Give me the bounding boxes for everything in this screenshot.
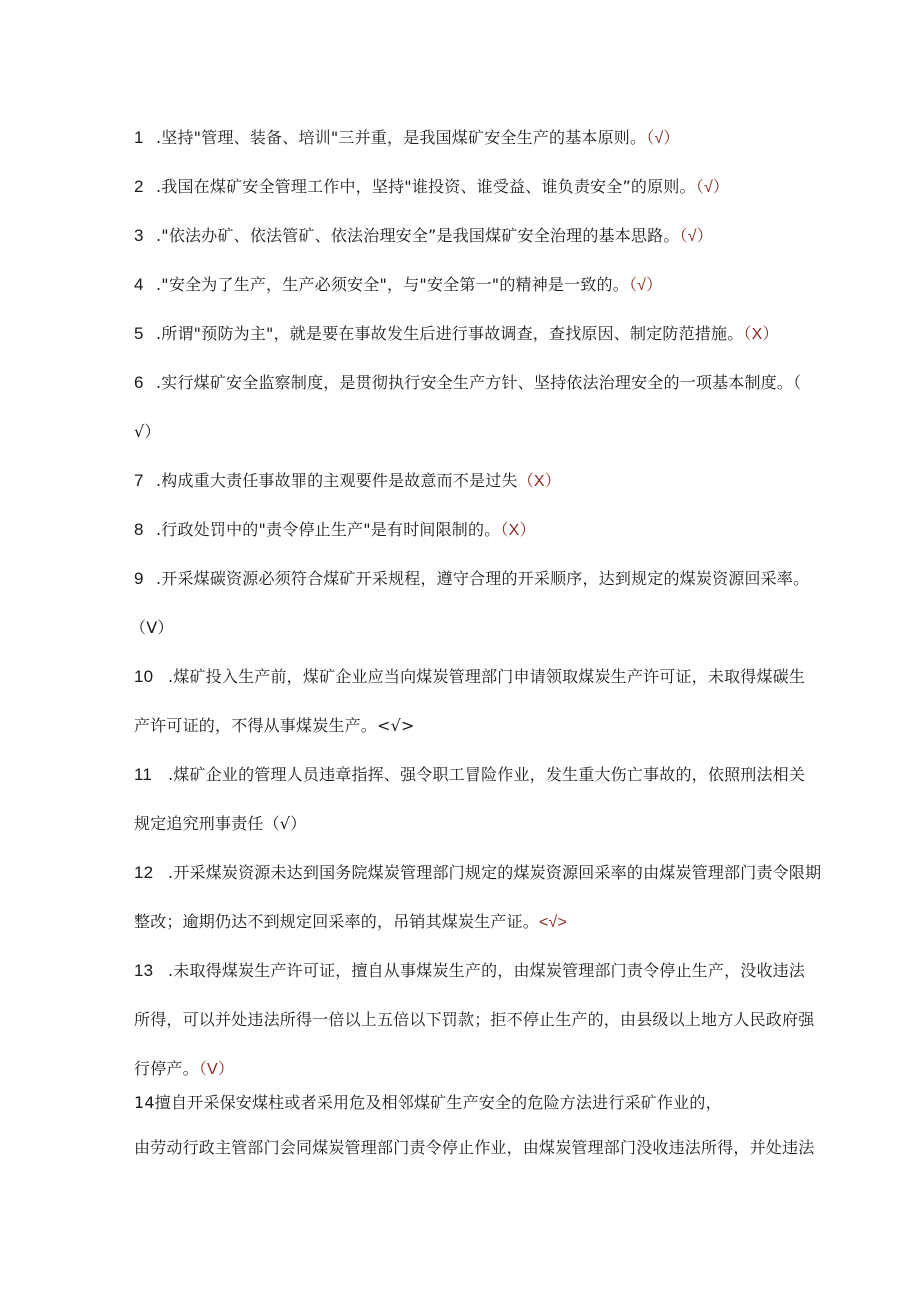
question-text: .所谓"预防为主"，就是要在事故发生后进行事故调查，查找原因、制定防范措施。 [156, 324, 744, 343]
question-12-continued [134, 912, 567, 933]
question-number: 1 [134, 128, 144, 147]
question-number: 8 [134, 520, 144, 539]
question-number: 7 [134, 471, 144, 490]
question-4 [134, 275, 662, 296]
question-text-continued: （V） [130, 618, 174, 637]
question-9-continued [130, 618, 174, 638]
question-10-continued [134, 716, 415, 736]
question-number: 9 [134, 569, 144, 588]
question-number: 2 [134, 177, 144, 196]
question-1 [134, 128, 680, 149]
question-text: .开采煤炭资源未达到国务院煤炭管理部门规定的煤炭资源回采率的由煤炭管理部门责令限期 [168, 863, 822, 882]
question-number: 6 [134, 373, 144, 392]
question-text-continued: 规定追究刑事责任（√） [134, 814, 307, 833]
question-9 [134, 569, 809, 589]
question-text: ."依法办矿、依法管矿、依法治理安全”是我国煤矿安全治理的基本思路。 [156, 226, 680, 245]
question-text: .煤矿企业的管理人员违章指挥、强令职工冒险作业，发生重大伤亡事故的，依照刑法相关 [168, 765, 806, 784]
question-text: .构成重大责任事故罪的主观要件是故意而不是过失 [156, 471, 518, 490]
question-number: 5 [134, 324, 144, 343]
answer-mark: （X） [500, 522, 536, 539]
answer-mark: （√） [679, 228, 713, 245]
question-text: .我国在煤矿安全管理工作中，坚持"谁投资、谁受益、谁负责安全”的原则。 [156, 177, 696, 196]
question-6 [134, 373, 801, 393]
question-7 [134, 471, 561, 492]
question-text: ."安全为了生产，生产必须安全"，与"安全第一"的精神是一致的。 [156, 275, 629, 294]
question-6-continued [134, 422, 161, 442]
question-12 [134, 863, 821, 883]
question-5 [134, 324, 779, 345]
answer-mark: （√） [628, 277, 663, 294]
question-text: .开采煤碳资源必须符合煤矿开采规程，遵守合理的开采顺序，达到规定的煤炭资源回采率。 [156, 569, 810, 588]
question-11 [134, 765, 805, 785]
question-8 [134, 520, 536, 541]
question-14 [134, 1093, 722, 1113]
question-number: 4 [134, 275, 144, 294]
question-13-continued [134, 1010, 814, 1030]
answer-mark: <√> [377, 716, 415, 735]
question-text-continued: 产许可证的，不得从事煤炭生产。 [134, 716, 378, 735]
question-3 [134, 226, 713, 247]
question-11-continued [134, 814, 306, 834]
answer-mark: <√> [539, 914, 568, 931]
question-text: .未取得煤炭生产许可证，擅自从事煤炭生产的，由煤炭管理部门责令停止生产，没收违法 [168, 961, 806, 980]
question-number: 13 [134, 961, 154, 980]
question-14-continued [134, 1138, 814, 1158]
answer-mark: （X） [743, 326, 779, 343]
question-text-continued: 行停产。 [134, 1059, 199, 1078]
answer-mark: （√） [695, 179, 730, 196]
question-number: 11 [134, 765, 153, 784]
question-13-continued-2 [134, 1059, 234, 1080]
question-text-continued: 整改；逾期仍达不到规定回采率的，吊销其煤炭生产证。 [134, 912, 540, 931]
question-text-continued: 所得，可以并处违法所得一倍以上五倍以下罚款；拒不停止生产的，由县级以上地方人民政府强 [134, 1010, 815, 1029]
question-number: 14 [134, 1093, 155, 1112]
question-text: .实行煤矿安全监察制度，是贯彻执行安全生产方针、坚持依法治理安全的一项基本制度。（ [156, 373, 802, 392]
question-10 [134, 667, 805, 687]
question-2 [134, 177, 729, 198]
question-number: 12 [134, 863, 154, 882]
answer-mark: （√） [646, 130, 680, 147]
question-text: 擅自开采保安煤柱或者采用危及相邻煤矿生产安全的危险方法进行采矿作业的， [154, 1093, 722, 1112]
answer-mark: （X） [517, 473, 561, 490]
question-text: .行政处罚中的"责令停止生产"是有时间限制的。 [156, 520, 501, 539]
question-text: .煤矿投入生产前，煤矿企业应当向煤炭管理部门申请领取煤炭生产许可证，未取得煤碳生 [168, 667, 806, 686]
question-text-continued: 由劳动行政主管部门会同煤炭管理部门责令停止作业，由煤炭管理部门没收违法所得，并处违法 [134, 1138, 815, 1157]
question-number: 10 [134, 667, 154, 686]
question-text-continued: √） [134, 422, 161, 441]
question-text: .坚持"管理、装备、培训"三并重，是我国煤矿安全生产的基本原则。 [156, 128, 647, 147]
question-number: 3 [134, 226, 144, 245]
question-13 [134, 961, 805, 981]
answer-mark: （V） [198, 1061, 235, 1078]
